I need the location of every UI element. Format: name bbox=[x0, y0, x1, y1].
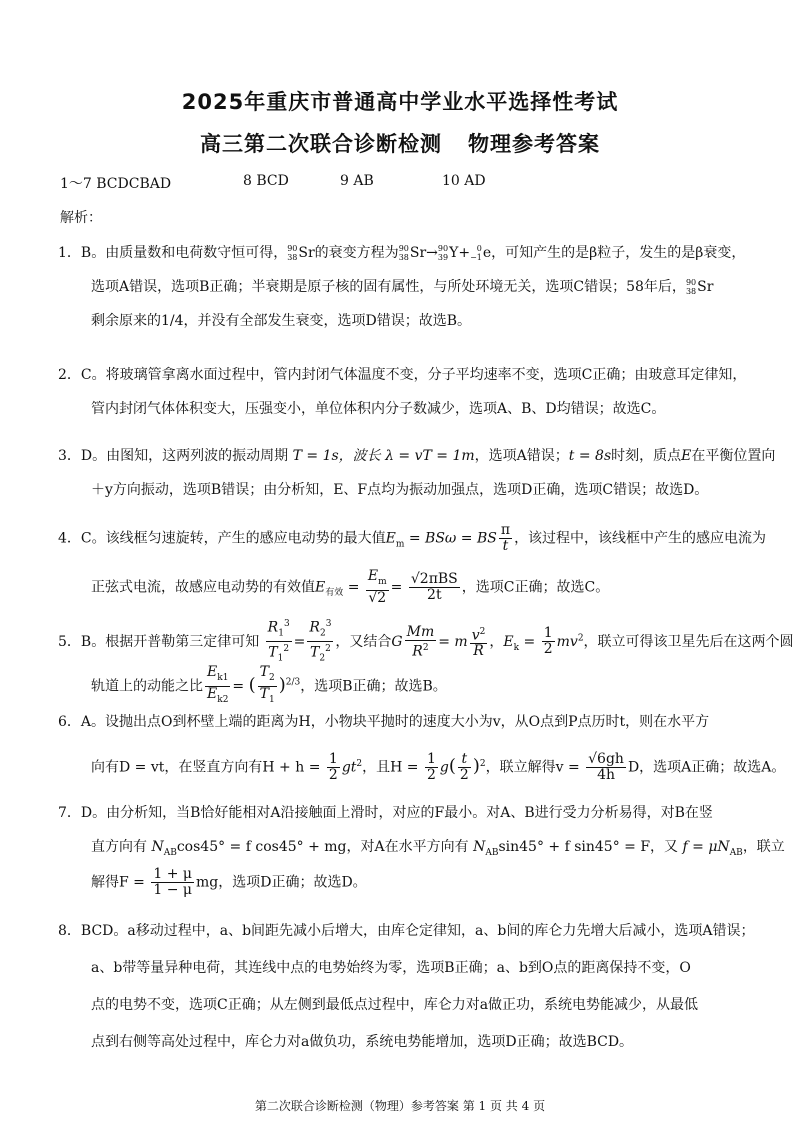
q7-text: ，联立 bbox=[742, 839, 785, 855]
solution-q5: 5．B。根据开普勒第三定律可知 $\frac{R_1^3}{T_1^2}$ = $\frac{R_2^3}{T_2^2}$ ，又结合G $\frac{Mm}{R^2}$ = m $\frac{v^2}{R}$ ，$E_k$ = $\frac{1}{2}$ $mv^2$，联立可得该卫星先后在这两个圆 轨道上的动能之比 $\frac{E_{k1}}{E_{k2}}$ = ( $\frac{T_2}{T_1}$ )$^{2/3}$，选项B正确；故选B。 bbox=[58, 619, 794, 705]
q7-text: ，对A在水平方向有 bbox=[346, 839, 469, 855]
solution-q1: 1．B。由质量数和电荷数守恒可得， 90 38 Sr的衰变方程为 90 38 Sr→ 90 39 Y+ 0 −1 e，可知产生的是β粒子，发生的是β衰变， 选项A错误，选项B正确；半衰期是原子核的固有属性，与所处环境无关，选项C错误；58年后， 90 38 Sr 剩余原来的1/4，并没有全部发生衰变，选项D错误；故选B。 bbox=[58, 244, 746, 329]
q1-text: Y+ bbox=[449, 245, 471, 261]
q4-fraction-em: $\frac{E_m}{√2}$ bbox=[367, 568, 387, 606]
q2-text: 管内封闭气体体积变大，压强变小，单位体积内分子数减少，选项A、B、D均错误；故选C。 bbox=[91, 401, 666, 417]
analysis-label: 解析： bbox=[60, 210, 102, 226]
q6-text: 6．A。设抛出点O到杯壁上端的距离为H，小物块平抛时的速度大小为v，从O点到P点历时t，则在水平方 bbox=[58, 714, 710, 730]
solution-q8 bbox=[58, 921, 774, 1061]
q4-formula: E bbox=[385, 530, 396, 547]
q5-text: ，又结合 bbox=[335, 633, 392, 650]
exam-subtitle bbox=[0, 128, 800, 158]
q6-text: D，选项A正确；故选A。 bbox=[627, 759, 786, 776]
solution-q2 bbox=[58, 365, 774, 425]
q1-text: e，可知产生的是β粒子，发生的是β衰变， bbox=[482, 245, 746, 261]
answer-key-9: 9 AB bbox=[340, 173, 374, 189]
q3-text: 在平衡位置向 bbox=[691, 448, 776, 464]
q8-text: 点到右侧等高处过程中，库仑力对a做负功，系统电势能增加，选项D正确；故选BCD。 bbox=[91, 1034, 634, 1050]
q5-text: ，联立可得该卫星先后在这两个圆 bbox=[583, 633, 794, 650]
page-footer: 第二次联合诊断检测（物理）参考答案 第 1 页 共 4 页 bbox=[254, 1099, 546, 1113]
q4-fraction: $\frac{\pi}{t}$ bbox=[500, 522, 511, 554]
q3-formula: T = 1s，波长 λ = vT = 1m bbox=[292, 448, 475, 464]
q3-text: ，选项A错误； bbox=[474, 448, 569, 464]
q4-text: ，选项C正确；故选C。 bbox=[461, 579, 610, 596]
q7-text: 解得F = bbox=[91, 874, 145, 891]
solution-q6: 6．A。设抛出点O到杯壁上端的距离为H，小物块平抛时的速度大小为v，从O点到P点历时t，则在水平方 向有D = vt，在竖直方向有H + h = $\frac{1}{2}$ $gt^2$，且H = $\frac{1}{2}$ g( $\frac{t}{2}$ )$^2$，联立解得v = $\frac{√6gh}{4h}$ D，选项A正确；故选A。 bbox=[58, 714, 786, 783]
q3-formula: t = 8s bbox=[568, 448, 612, 464]
q5-text: ，选项B正确；故选B。 bbox=[300, 678, 447, 695]
q1-text: Sr→ bbox=[409, 245, 438, 261]
subtitle-left: 高三第二次联合诊断检测 bbox=[200, 132, 442, 156]
q7-formula: cos45° = f cos45° + mg bbox=[176, 839, 347, 855]
exam-title: 2025年重庆市普通高中学业水平选择性考试 bbox=[181, 90, 619, 114]
q4-formula: = BSω = BS bbox=[408, 530, 497, 547]
q5-text: 5．B。根据开普勒第三定律可知 bbox=[58, 633, 260, 650]
q7-text: 7．D。由分析知，当B恰好能相对A沿接触面上滑时，对应的F最小。对A、B进行受力分析易得，对B在竖 bbox=[58, 805, 713, 821]
q7-formula: sin45° + f sin45° = F bbox=[498, 839, 651, 855]
q1-text: Sr bbox=[697, 279, 714, 295]
q4-formula: m bbox=[395, 539, 405, 550]
q8-text: a、b带等量异种电荷，其连线中点的电势始终为零，选项B正确；a、b到O点的距离保持不变，O bbox=[91, 960, 691, 976]
q4-text: ，该过程中，该线框中产生的感应电流为 bbox=[514, 530, 767, 547]
q6-text: ，且H = bbox=[362, 759, 419, 776]
q2-text: 2．C。将玻璃管拿离水面过程中，管内封闭气体温度不变，分子平均速率不变，选项C正确；由玻意耳定律知， bbox=[58, 367, 747, 383]
solution-q7: 7．D。由分析知，当B恰好能相对A沿接触面上滑时，对应的F最小。对A、B进行受力分析易得，对B在竖 直方向有 $N_{AB}\cos 45^\circ = f$ cos45° + mg，对A在水平方向有 $N_{AB}\sin 45^\circ + f$ sin45° = F，又 $f = \mu N_{AB}$，联立 解得F = $\frac{1 + \mu}{1 - \mu}$ mg，选项D正确；故选D。 bbox=[58, 805, 785, 898]
q3-text: ＋y方向振动，选项B错误；由分析知，E、F点均为振动加强点，选项D正确，选项C错误；故选D。 bbox=[91, 482, 709, 498]
q7-text: mg，选项D正确；故选D。 bbox=[196, 874, 367, 891]
answer-key bbox=[60, 173, 760, 193]
q4-text: 4．C。该线框匀速旋转，产生的感应电动势的最大值 bbox=[58, 530, 386, 547]
answer-key-1-7: 1～7 BCDCBAD bbox=[60, 176, 172, 192]
answer-key-10: 10 AD bbox=[442, 173, 486, 189]
q6-text: ，联立解得v = bbox=[485, 759, 580, 776]
q1-text: Sr的衰变方程为 bbox=[298, 245, 399, 261]
q3-text: 时刻，质点 bbox=[611, 448, 682, 464]
q3-formula: E bbox=[681, 448, 692, 464]
q7-text: 直方向有 bbox=[91, 839, 147, 855]
q7-text: ，又 bbox=[650, 839, 679, 855]
q4-fraction-result: $\frac{\text{√2πBS}}{2t}$ bbox=[410, 570, 458, 603]
answer-key-8: 8 BCD bbox=[243, 173, 289, 189]
solution-q4: 4．C。该线框匀速旋转，产生的感应电动势的最大值$E_m = BS\omega$ = BS $\frac{\pi}{t}$ ，该过程中，该线框中产生的感应电流为 正弦式电流，故感应电动势的有效值$E_{有效}$ = $\frac{E_m}{√2}$ = $\frac{\text{√2πBS}}{2t}$ ，选项C正确；故选C。 bbox=[58, 522, 767, 606]
solution-q3 bbox=[58, 446, 774, 506]
q5-text: 轨道上的动能之比 bbox=[91, 678, 203, 695]
q8-text: 8．BCD。a移动过程中，a、b间距先减小后增大，由库仑定律知，a、b间的库仑力先增大后减小，选项A错误； bbox=[58, 923, 755, 939]
q4-text: 正弦式电流，故感应电动势的有效值 bbox=[91, 579, 315, 596]
q6-text: 向有D = vt，在竖直方向有H + h = bbox=[91, 759, 321, 776]
q4-formula: 有效 bbox=[325, 588, 344, 599]
q3-text: 3．D。由图知，这两列波的振动周期 bbox=[58, 448, 289, 464]
q1-text: 剩余原来的1/4，并没有全部发生衰变，选项D错误；故选B。 bbox=[91, 313, 472, 329]
q8-text: 点的电势不变，选项C正确；从左侧到最低点过程中，库仑力对a做正功，系统电势能减少，从最低 bbox=[91, 997, 699, 1013]
q1-text: 选项A错误，选项B正确；半衰期是原子核的固有属性，与所处环境无关，选项C错误；58年后， bbox=[91, 279, 686, 295]
q1-text: 1．B。由质量数和电荷数守恒可得， bbox=[58, 245, 288, 261]
subtitle-right: 物理参考答案 bbox=[468, 132, 600, 156]
